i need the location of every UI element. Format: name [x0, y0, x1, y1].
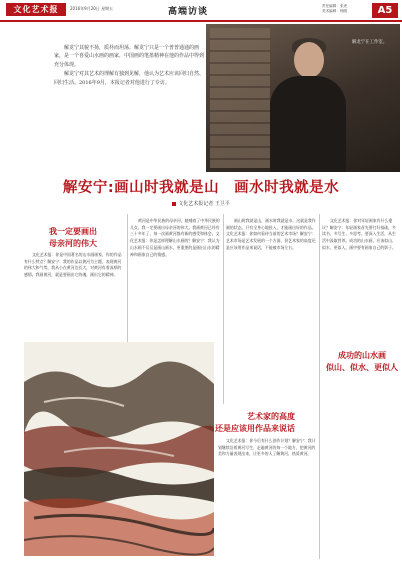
- article-column-5: [218, 438, 316, 458]
- article-byline: [0, 200, 402, 207]
- article-headline: 解安宁:画山时我就是山 画水时我就是水: [62, 180, 340, 196]
- column-text: 文化艺术报：你对年轻画家有什么建议？解安宁：年轻画家首先要打好基础，多读书、多写生、多思考。要深入生活，从生活中汲取营养。成功的山水画，应该似山、似水，更似人，画中要有画家自己的影子。: [322, 218, 396, 250]
- issue-info: 2016年9月20日 星期五: [70, 6, 114, 11]
- subhead-1-line-1: 我一定要画出: [49, 226, 97, 236]
- masthead-logo: 文化艺术报: [6, 3, 66, 16]
- column-divider: [127, 214, 128, 344]
- photo-caption: 解龙宁在工作室。: [352, 40, 388, 45]
- intro-paragraph-1: 解龙宁其貌不扬，质朴而坦荡。解龙宁只是一个普普通通的画家，是一个喜爱山水画的画家，中国画的笔墨精神在他的作品中得到充分体现。: [54, 45, 205, 68]
- portrait-body: [270, 76, 346, 172]
- intro-paragraph-2: 解龙宁对其艺术的理解有独到见解，他认为艺术应该回归自然、回归生活。2016年9月，本报记者对他进行了专访。: [54, 71, 205, 86]
- portrait-face: [294, 42, 324, 78]
- article-column-2: [130, 218, 222, 258]
- article-column-4: [322, 218, 398, 252]
- byline-square-icon: [172, 202, 176, 206]
- column-divider: [319, 214, 320, 559]
- article-column-3: [226, 218, 318, 252]
- section-title: 高端访谈: [168, 7, 209, 17]
- bookshelf-background: [210, 28, 270, 168]
- column-divider: [223, 214, 224, 404]
- column-text: 黄河是中华民族的母亲河，她哺育了中华民族的儿女。我一定要画出母亲河的伟大。我画黄河已经有三十多年了，每一次画黄河都有新的感受和体会。文化艺术报：你是怎样理解山水画的？解安宁：我认为山水画不仅仅是画山画水，更重要的是画出山水的精神和画家自己的情感。: [130, 218, 220, 257]
- landscape-painting: [24, 342, 214, 556]
- column-text: 画山时我就是山，画水时我就是水，这就是我作画的状态。只有全身心地投入，才能画出好的作品。文化艺术报：你如何看待当前的艺术市场？解安宁：艺术市场是艺术发展的一个方面，但艺术家的高度还是应该用作品来说话，不能被市场左右。: [226, 218, 316, 250]
- column-text: 文化艺术报：你是中国著名的山水画画家，你的作品有什么特点？解安宁：我的作品以黄河为主题，表现黄河的伟大和气势。我从小在黄河边长大，对黄河有着深厚的感情。我画黄河，就是要画出它的魂，画出它的精神。: [24, 252, 122, 278]
- subhead-1-line-2: 母亲河的伟大: [49, 238, 97, 248]
- column-text: 文化艺术报：你今后有什么创作计划？解安宁：我计划继续沿着黄河写生，走遍黄河的每一个地方，把黄河的美和力量表现出来，让更多的人了解黄河、热爱黄河。: [218, 438, 316, 457]
- editor-credits: 责任编辑：张虎 美术编辑：杨刚: [322, 4, 348, 13]
- painting-illustration: [24, 342, 214, 556]
- subhead-2-line-1: 艺术家的高度: [247, 411, 295, 421]
- article-column-1: [24, 252, 124, 279]
- intro-text: [54, 44, 204, 88]
- page-number: A5: [372, 3, 398, 18]
- subhead-2-line-2: 还是应该用作品来说话: [215, 423, 295, 433]
- subhead-3-line-2: 似山、似水、更似人: [326, 362, 398, 372]
- header-divider: [0, 20, 402, 22]
- subhead-3-line-1: 成功的山水画: [338, 350, 386, 360]
- byline-text: 文化艺术报记者 王卫平: [178, 201, 230, 207]
